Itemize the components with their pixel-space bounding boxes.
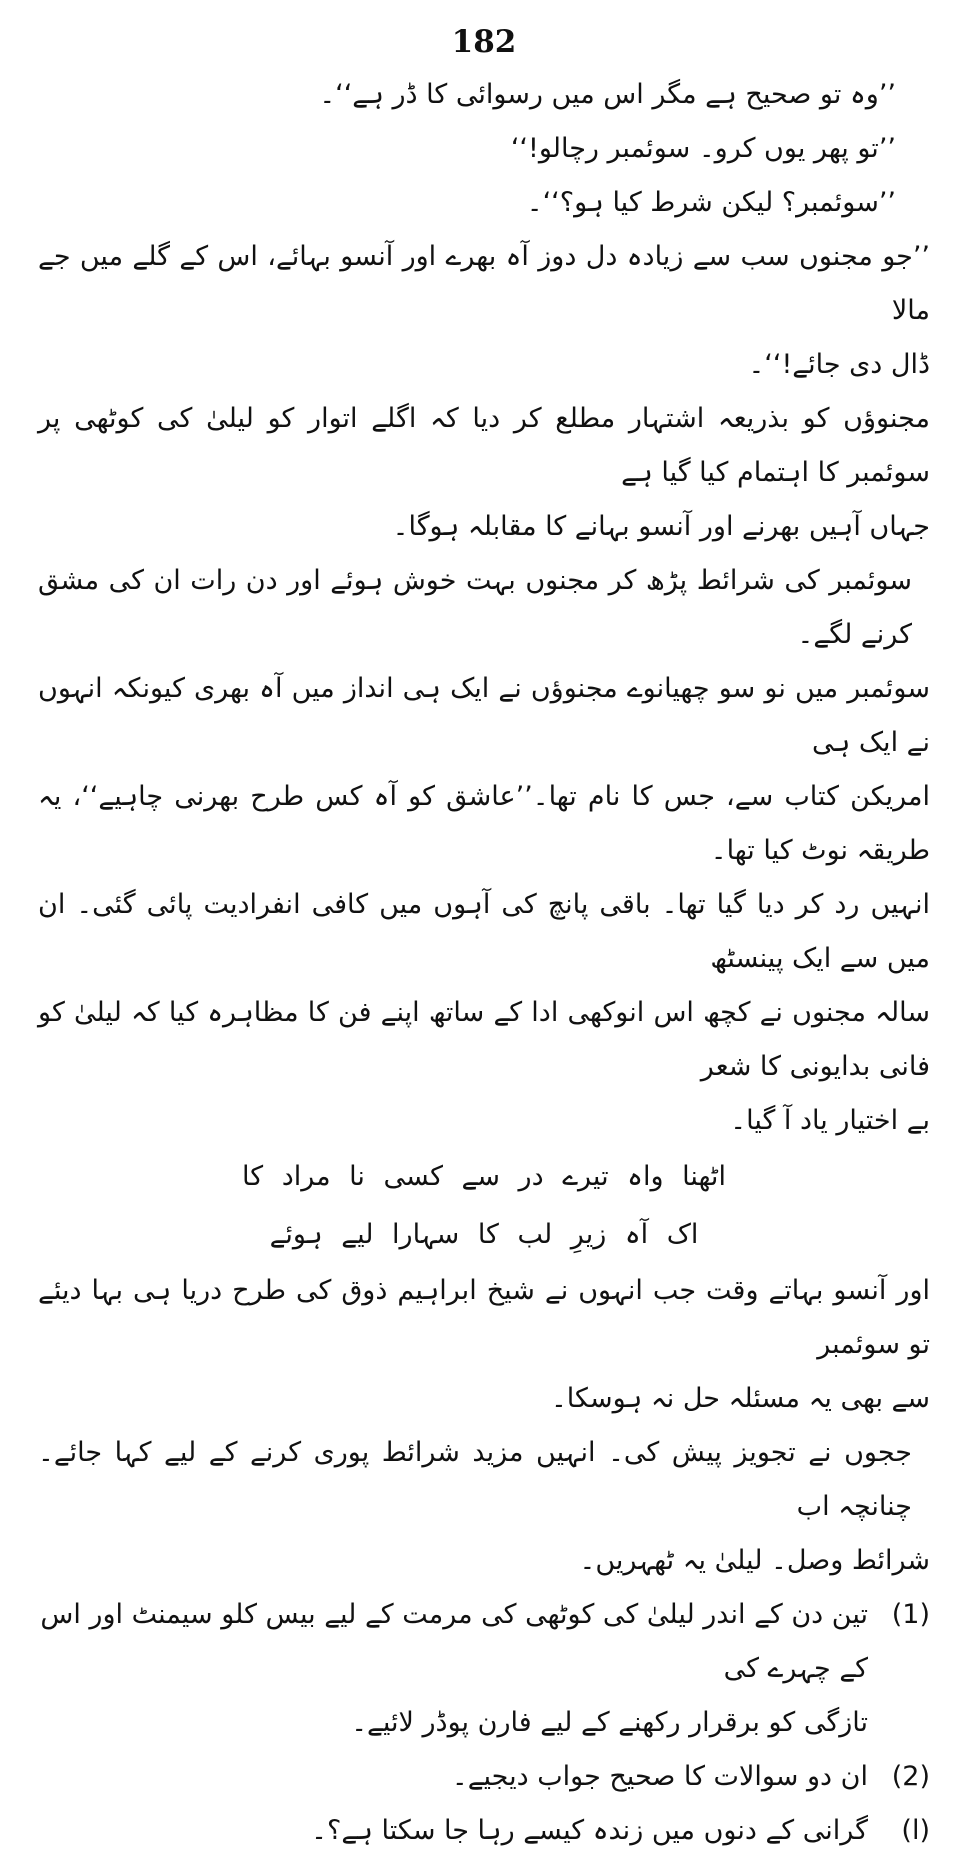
dialogue-line-2: ’’تو پھر یوں کرو۔ سوئمبر رچالو!‘‘ (510, 133, 896, 164)
paragraph-2-line-2: جہاں آہیں بھرنے اور آنسو بہانے کا مقابلہ ہوگا۔ (392, 511, 930, 542)
list-item-1-continuation: تازگی کو برقرار رکھنے کے لیے فارن پوڈر لائیے۔ (351, 1707, 868, 1738)
paragraph-6-line-2: شرائط وصل۔ لیلیٰ یہ ٹھہریں۔ (579, 1545, 930, 1576)
paragraph-4-line-3: انہیں رد کر دیا گیا تھا۔ باقی پانچ کی آہوں میں کافی انفرادیت پائی گئی۔ ان میں سے ایک پینسٹھ (38, 889, 930, 974)
paragraph-4-line-2: امریکن کتاب سے، جس کا نام تھا۔’’عاشق کو آہ کس طرح بھرنی چاہیے‘‘، یہ طریقہ نوٹ کیا تھا۔ (38, 781, 930, 866)
paragraph-4 (38, 662, 930, 1148)
verse-line-2: اک آہ زیرِ لب کا سہارا لیے ہوئے (269, 1219, 699, 1250)
paragraph-3: سوئمبر کی شرائط پڑھ کر مجنوں بہت خوش ہوئے اور دن رات ان کی مشق کرنے لگے۔ (38, 565, 912, 650)
paragraph-4-line-4: سالہ مجنوں نے کچھ اس انوکھی ادا کے ساتھ اپنے فن کا مظاہرہ کیا کہ لیلیٰ کو فانی بدایونی کا شعر (38, 997, 930, 1082)
conditions-list (38, 1588, 930, 1858)
paragraph-6-line-1: ججوں نے تجویز پیش کی۔ انہیں مزید شرائط پوری کرنے کے لیے کہا جائے۔ چنانچہ اب (38, 1437, 912, 1522)
paragraph-5-line-1: اور آنسو بہاتے وقت جب انہوں نے شیخ ابراہیم ذوق کی طرح دریا ہی بہا دیئے تو سوئمبر (38, 1275, 930, 1360)
list-item-text: گرانی کے دنوں میں زندہ کیسے رہا جا سکتا ہے؟۔ (311, 1815, 868, 1846)
verse-line-1: اٹھنا واہ تیرے در سے کسی نا مراد کا (242, 1161, 726, 1192)
list-item-3 (38, 1804, 930, 1858)
verse-couplet (38, 1148, 930, 1264)
list-item-text: ان دو سوالات کا صحیح جواب دیجیے۔ (451, 1761, 868, 1792)
paragraph-6 (38, 1426, 930, 1588)
book-page (38, 22, 930, 1846)
list-item-text: تین دن کے اندر لیلیٰ کی کوٹھی کی مرمت کے لیے بیس کلو سیمنٹ اور اس کے چہرے کی (40, 1599, 868, 1684)
list-item-1 (38, 1588, 930, 1696)
list-marker: (2) (891, 1761, 930, 1792)
list-item-2 (38, 1750, 930, 1804)
paragraph-4-line-1: سوئمبر میں نو سو چھیانوے مجنوؤں نے ایک ہی انداز میں آہ بھری کیونکہ انہوں نے ایک ہی (38, 673, 930, 758)
dialogue-line-1: ’’وہ تو صحیح ہے مگر اس میں رسوائی کا ڈر ہے‘‘۔ (319, 79, 896, 110)
paragraph-4-line-5: بے اختیار یاد آ گیا۔ (730, 1105, 930, 1136)
paragraph-5 (38, 1264, 930, 1426)
paragraph-2 (38, 392, 930, 554)
paragraph-5-line-2: سے بھی یہ مسئلہ حل نہ ہوسکا۔ (550, 1383, 930, 1414)
page-number: 182 (451, 24, 517, 60)
paragraph-1-line-1: ’’جو مجنوں سب سے زیادہ دل دوز آہ بھرے اور آنسو بہائے، اس کے گلے میں جے مالا (38, 241, 930, 326)
list-marker: (ا) (901, 1815, 930, 1846)
dialogue-line-3: ’’سوئمبر؟ لیکن شرط کیا ہو؟‘‘۔ (526, 187, 896, 218)
list-marker: (1) (891, 1599, 930, 1630)
paragraph-2-line-1: مجنوؤں کو بذریعہ اشتہار مطلع کر دیا کہ اگلے اتوار کو لیلیٰ کی کوٹھی پر سوئمبر کا اہتمام کیا گیا ہے (38, 403, 930, 488)
paragraph-1 (38, 230, 930, 392)
paragraph-1-line-2: ڈال دی جائے!‘‘۔ (748, 349, 930, 380)
